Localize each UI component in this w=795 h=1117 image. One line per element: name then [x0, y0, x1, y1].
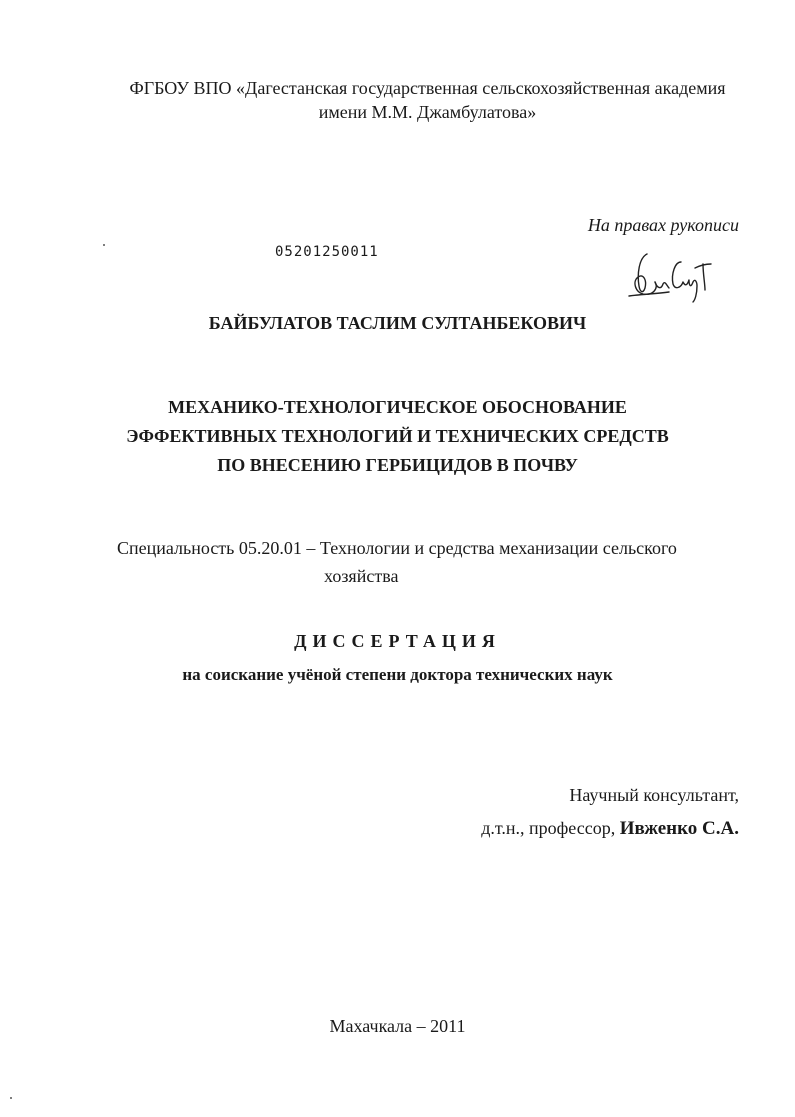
scan-speck [10, 1097, 12, 1099]
dissertation-title [0, 393, 795, 480]
handwritten-signature [625, 248, 715, 306]
title-line-3: ПО ВНЕСЕНИЮ ГЕРБИЦИДОВ В ПОЧВУ [217, 455, 578, 475]
institution-line-1: ФГБОУ ВПО «Дагестанская государственная сельскохозяйственная академия [129, 78, 726, 98]
document-type: ДИССЕРТАЦИЯ [294, 631, 501, 651]
title-line-2: ЭФФЕКТИВНЫХ ТЕХНОЛОГИЙ И ТЕХНИЧЕСКИХ СРЕДСТВ [126, 426, 669, 446]
scan-speck [103, 244, 105, 246]
institution-header [60, 76, 795, 124]
city-and-year: Махачкала – 2011 [329, 1016, 466, 1036]
title-line-1: МЕХАНИКО-ТЕХНОЛОГИЧЕСКОЕ ОБОСНОВАНИЕ [168, 397, 627, 417]
consultant-line [481, 818, 739, 840]
manuscript-note: На правах рукописи [587, 215, 739, 235]
consultant-title: д.т.н., профессор, [481, 818, 620, 838]
degree-statement: на соискание учёной степени доктора технических наук [182, 665, 613, 684]
author-name: БАЙБУЛАТОВ ТАСЛИМ СУЛТАНБЕКОВИЧ [208, 313, 587, 333]
specialty-line-1: Специальность 05.20.01 – Технологии и средства механизации сельского [117, 538, 677, 558]
consultant-name: Ивженко С.А. [619, 818, 739, 839]
specialty-line-2: хозяйства [324, 566, 399, 586]
consultant-label: Научный консультант, [569, 785, 739, 805]
document-number: 05201250011 [275, 244, 379, 260]
institution-line-2: имени М.М. Джамбулатова» [318, 102, 537, 122]
